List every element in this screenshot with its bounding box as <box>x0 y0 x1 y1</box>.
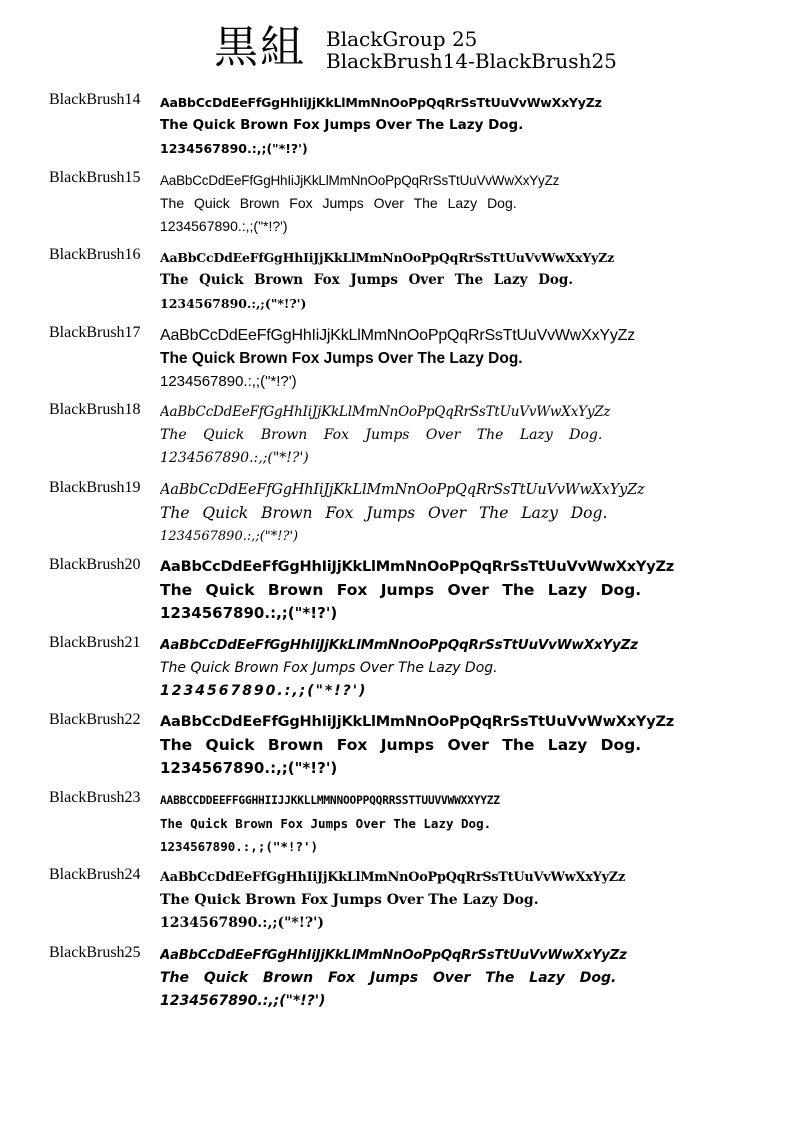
pangram-sample: The Quick Brown Fox Jumps Over The Lazy Dog. <box>160 659 498 676</box>
pangram-sample: The Quick Brown Fox Jumps Over The Lazy Dog. <box>160 815 492 831</box>
font-samples <box>160 711 790 780</box>
pangram-sample: The Quick Brown Fox Jumps Over The Lazy Dog. <box>160 581 642 599</box>
font-samples <box>160 91 790 160</box>
font-samples <box>160 634 790 703</box>
digits-sample: 1234567890.:,;("*!?') <box>160 915 324 931</box>
page-title: BlackGroup 25 <box>326 27 478 51</box>
font-name-label: BlackBrush15 <box>49 168 141 186</box>
digits-sample: 1234567890.:,;("*!?') <box>160 604 338 622</box>
specimen-row-blackbrush24 <box>0 863 800 941</box>
digits-sample: 1234567890.:,;("*!?') <box>160 141 308 156</box>
specimen-list <box>0 88 800 1018</box>
digits-sample: 1234567890.:,;("*!?') <box>160 992 326 1009</box>
digits-sample: 1234567890.:,;("*!?') <box>160 838 319 854</box>
specimen-row-blackbrush25 <box>0 941 800 1019</box>
alphabet-sample: AaBbCcDdEeFfGgHhIiJjKkLlMmNnOoPpQqRrSsTtUuVvWwXxYyZz <box>160 947 627 963</box>
alphabet-sample: AaBbCcDdEeFfGgHhIiJjKkLlMmNnOoPpQqRrSsTtUuVvWwXxYyZz <box>160 714 675 730</box>
pangram-sample: The Quick Brown Fox Jumps Over The Lazy Dog. <box>160 969 617 986</box>
alphabet-sample: AaBbCcDdEeFfGgHhIiJjKkLlMmNnOoPpQqRrSsTtUuVvWwXxYyZz <box>160 481 645 498</box>
pangram-sample: The Quick Brown Fox Jumps Over The Lazy Dog. <box>160 892 539 908</box>
digits-sample: 1234567890.:,;("*!?') <box>160 682 368 699</box>
pangram-sample: The Quick Brown Fox Jumps Over The Lazy Dog. <box>160 349 523 367</box>
font-name-label: BlackBrush16 <box>49 246 141 263</box>
font-samples <box>160 169 790 238</box>
digits-sample: 1234567890.:,;("*!?') <box>160 450 309 466</box>
font-name-label: BlackBrush21 <box>49 633 141 651</box>
specimen-row-blackbrush18 <box>0 398 800 476</box>
font-name-label: BlackBrush19 <box>49 478 141 496</box>
alphabet-sample: AaBbCcDdEeFfGgHhIiJjKkLlMmNnOoPpQqRrSsTtUuVvWwXxYyZz <box>160 636 638 653</box>
digits-sample: 1234567890.:,;("*!?') <box>160 528 299 544</box>
brand-logo-text: 黒組 <box>214 22 306 73</box>
specimen-row-blackbrush17 <box>0 321 800 399</box>
font-name-label: BlackBrush24 <box>49 866 141 883</box>
font-name-label: BlackBrush22 <box>49 711 141 728</box>
alphabet-sample: AABBCCDDEEFFGGHHIIJJKKLLMMNNOOPPQQRRSSTTUUVVWWXXYYZZ <box>160 793 500 807</box>
pangram-sample: The Quick Brown Fox Jumps Over The Lazy Dog. <box>160 736 642 754</box>
digits-sample: 1234567890.:,;("*!?') <box>160 296 307 311</box>
pangram-sample: The Quick Brown Fox Jumps Over The Lazy Dog. <box>160 117 524 133</box>
font-name-label: BlackBrush23 <box>49 788 141 806</box>
font-samples <box>160 401 790 470</box>
specimen-row-blackbrush21 <box>0 631 800 709</box>
pangram-sample: The Quick Brown Fox Jumps Over The Lazy Dog. <box>160 272 574 288</box>
specimen-row-blackbrush15 <box>0 166 800 244</box>
pangram-sample: The Quick Brown Fox Jumps Over The Lazy Dog. <box>160 503 608 522</box>
font-samples <box>160 246 790 315</box>
pangram-sample: The Quick Brown Fox Jumps Over The Lazy Dog. <box>160 194 517 211</box>
digits-sample: 1234567890.:,;("*!?') <box>160 217 288 234</box>
font-name-label: BlackBrush20 <box>49 556 141 573</box>
font-samples <box>160 479 790 548</box>
specimen-row-blackbrush22 <box>0 708 800 786</box>
specimen-row-blackbrush23 <box>0 786 800 864</box>
digits-sample: 1234567890.:,;("*!?') <box>160 759 338 777</box>
font-samples <box>160 944 790 1013</box>
header-titles <box>326 28 617 72</box>
specimen-row-blackbrush20 <box>0 553 800 631</box>
alphabet-sample: AaBbCcDdEeFfGgHhIiJjKkLlMmNnOoPpQqRrSsTtUuVvWwXxYyZz <box>160 559 675 575</box>
font-samples <box>160 556 790 625</box>
alphabet-sample: AaBbCcDdEeFfGgHhIiJjKkLlMmNnOoPpQqRrSsTtUuVvWwXxYyZz <box>160 250 614 265</box>
alphabet-sample: AaBbCcDdEeFfGgHhIiJjKkLlMmNnOoPpQqRrSsTtUuVvWwXxYyZz <box>160 95 602 110</box>
alphabet-sample: AaBbCcDdEeFfGgHhIiJjKkLlMmNnOoPpQqRrSsTtUuVvWwXxYyZz <box>160 404 611 420</box>
specimen-row-blackbrush19 <box>0 476 800 554</box>
font-samples <box>160 866 790 935</box>
font-name-label: BlackBrush14 <box>49 91 141 108</box>
specimen-row-blackbrush16 <box>0 243 800 321</box>
font-name-label: BlackBrush17 <box>49 323 141 341</box>
font-samples <box>160 789 790 858</box>
digits-sample: 1234567890.:,;("*!?') <box>160 372 297 390</box>
font-samples <box>160 324 790 393</box>
font-name-label: BlackBrush18 <box>49 401 141 418</box>
alphabet-sample: AaBbCcDdEeFfGgHhIiJjKkLlMmNnOoPpQqRrSsTtUuVvWwXxYyZz <box>160 172 560 188</box>
page-subtitle: BlackBrush14-BlackBrush25 <box>326 49 617 73</box>
alphabet-sample: AaBbCcDdEeFfGgHhIiJjKkLlMmNnOoPpQqRrSsTtUuVvWwXxYyZz <box>160 870 626 885</box>
pangram-sample: The Quick Brown Fox Jumps Over The Lazy Dog. <box>160 427 603 443</box>
alphabet-sample: AaBbCcDdEeFfGgHhIiJjKkLlMmNnOoPpQqRrSsTtUuVvWwXxYyZz <box>160 326 636 344</box>
font-name-label: BlackBrush25 <box>49 943 141 961</box>
specimen-row-blackbrush14 <box>0 88 800 166</box>
